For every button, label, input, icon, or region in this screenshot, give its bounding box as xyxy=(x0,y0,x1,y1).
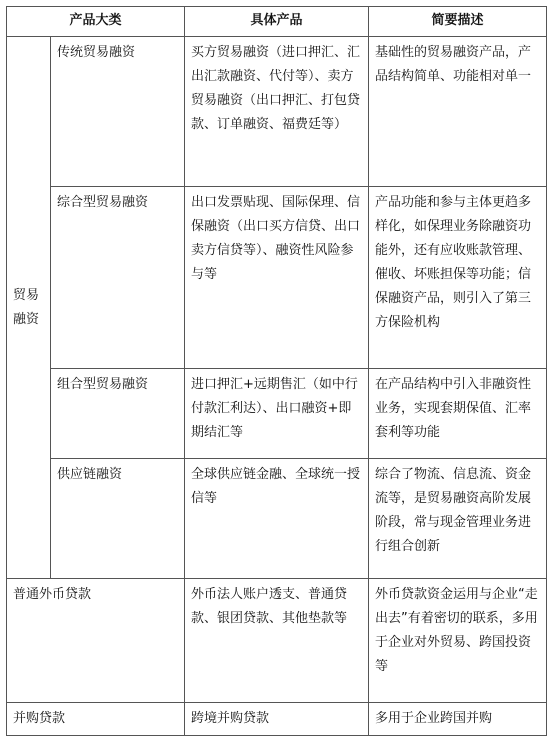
header-category: 产品大类 xyxy=(7,7,185,37)
header-product: 具体产品 xyxy=(185,7,369,37)
table-row xyxy=(7,579,547,703)
subcategory-cell: 组合型贸易融资 xyxy=(51,369,185,459)
header-description: 简要描述 xyxy=(369,7,547,37)
subcategory-cell: 供应链融资 xyxy=(51,459,185,579)
category-trade-finance: 贸易融资 xyxy=(7,37,51,579)
table-row xyxy=(7,369,547,459)
product-cell: 买方贸易融资（进口押汇、汇出汇款融资、代付等）、卖方贸易融资（出口押汇、打包贷款、订单融资、福费廷等） xyxy=(185,37,369,187)
description-cell: 基础性的贸易融资产品，产品结构简单、功能相对单一 xyxy=(369,37,547,187)
product-cell: 进口押汇+远期售汇（如中行付款汇利达）、出口融资+即期结汇等 xyxy=(185,369,369,459)
table-row xyxy=(7,187,547,369)
description-cell: 综合了物流、信息流、资金流等，是贸易融资高阶发展阶段，常与现金管理业务进行组合创新 xyxy=(369,459,547,579)
subcategory-cell: 综合型贸易融资 xyxy=(51,187,185,369)
product-table xyxy=(6,6,547,736)
table-row xyxy=(7,459,547,579)
header-row xyxy=(7,7,547,37)
table-row xyxy=(7,37,547,187)
product-cell: 出口发票贴现、国际保理、信保融资（出口买方信贷、出口卖方信贷等）、融资性风险参与等 xyxy=(185,187,369,369)
description-cell: 产品功能和参与主体更趋多样化，如保理业务除融资功能外，还有应收账款管理、催收、坏账担保等功能；信保融资产品，则引入了第三方保险机构 xyxy=(369,187,547,369)
description-cell: 在产品结构中引入非融资性业务，实现套期保值、汇率套利等功能 xyxy=(369,369,547,459)
category-cell: 普通外币贷款 xyxy=(7,579,185,703)
description-cell: 多用于企业跨国并购 xyxy=(369,703,547,736)
product-cell: 外币法人账户透支、普通贷款、银团贷款、其他垫款等 xyxy=(185,579,369,703)
description-cell: 外币贷款资金运用与企业“走出去”有着密切的联系，多用于企业对外贸易、跨国投资等 xyxy=(369,579,547,703)
table-row xyxy=(7,703,547,736)
product-cell: 全球供应链金融、全球统一授信等 xyxy=(185,459,369,579)
product-cell: 跨境并购贷款 xyxy=(185,703,369,736)
subcategory-cell: 传统贸易融资 xyxy=(51,37,185,187)
category-cell: 并购贷款 xyxy=(7,703,185,736)
